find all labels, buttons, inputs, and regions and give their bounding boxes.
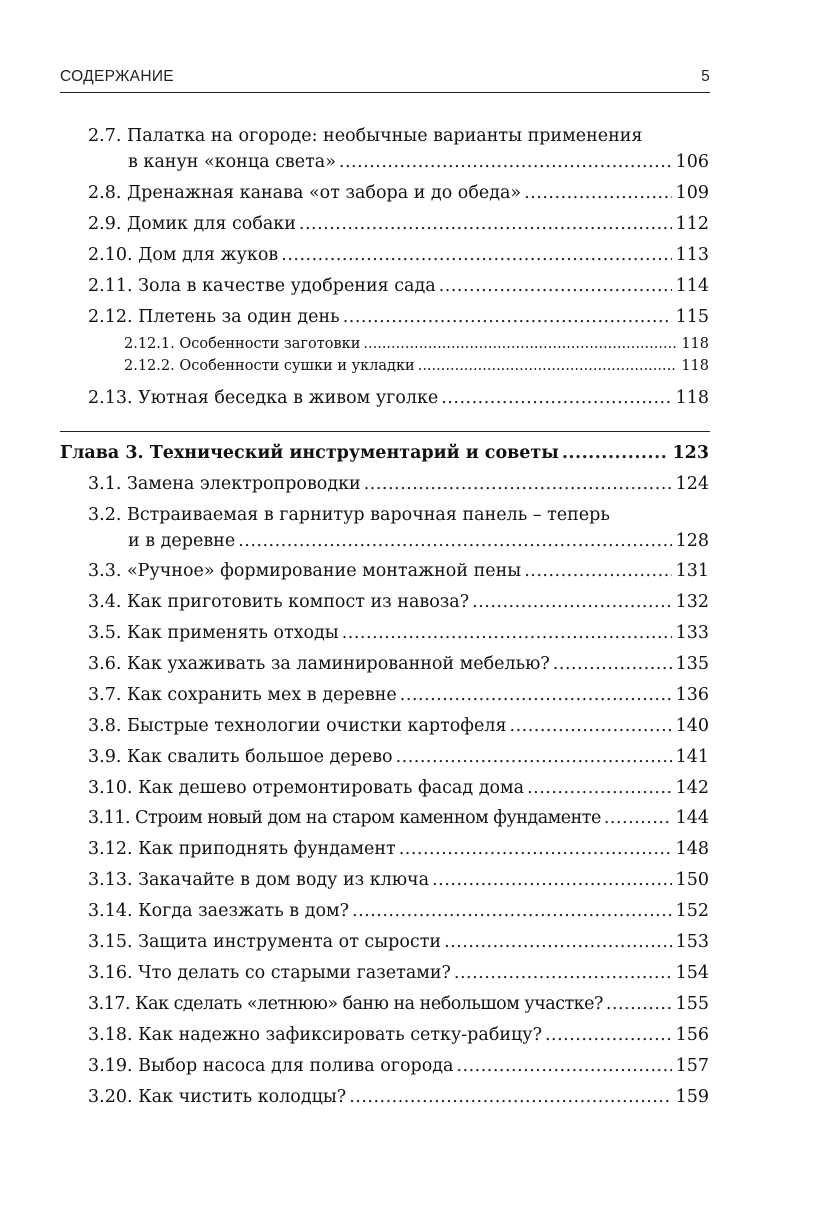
chapter-divider (60, 431, 710, 432)
toc-entry-page: 136 (675, 685, 709, 705)
toc-entry-3-10[interactable] (88, 775, 709, 801)
toc-entry-title: 3.13. Закачайте в дом воду из ключа (88, 870, 430, 890)
toc-entry-page: 152 (675, 901, 709, 921)
toc-entry-3-14[interactable] (88, 898, 709, 924)
leader-dots (399, 836, 672, 862)
toc-entry-page: 112 (675, 214, 709, 234)
toc-entry-page: 113 (675, 245, 709, 265)
toc-entry-3-7[interactable] (88, 682, 709, 708)
toc-entry-3-9[interactable] (88, 744, 709, 770)
toc-entry-3-19[interactable] (88, 1053, 709, 1079)
toc-entry-page: 159 (675, 1087, 709, 1107)
toc-chapter-title: Глава 3. Технический инструментарий и советы (60, 443, 559, 463)
header-divider (60, 92, 710, 93)
leader-dots (441, 385, 671, 411)
page-number: 5 (701, 68, 710, 85)
leader-dots (545, 1022, 672, 1048)
toc-entry-title: 2.13. Уютная беседка в живом уголке (88, 388, 439, 408)
toc-entry-3-11[interactable] (88, 805, 709, 831)
toc-entry-title: 3.14. Когда заезжать в дом? (88, 901, 350, 921)
toc-entry-title: в канун «конца света» (128, 152, 336, 172)
toc-entry-page: 156 (675, 1025, 709, 1045)
toc-entry-title: 3.5. Как применять отходы (88, 623, 339, 643)
toc-entry-title: 3.17. Как сделать «летнюю» баню на небольшом участке? (88, 994, 603, 1014)
toc-entry-page: 118 (681, 358, 709, 374)
toc-entry-3-18[interactable] (88, 1022, 709, 1048)
toc-entry-title-line1: 2.7. Палатка на огороде: необычные варианты применения (88, 126, 643, 146)
leader-dots (352, 898, 672, 924)
leader-dots (472, 589, 671, 615)
running-header-title: СОДЕРЖАНИЕ (60, 68, 174, 85)
toc-entry-3-6[interactable] (88, 651, 709, 677)
toc-entry-title: 3.12. Как приподнять фундамент (88, 839, 396, 859)
toc-entry-title: 3.11. Строим новый дом на старом каменном фундаменте (88, 808, 601, 828)
toc-entry-page: 124 (675, 474, 709, 494)
leader-dots (524, 180, 671, 206)
toc-entry-page: 109 (675, 183, 709, 203)
toc-entry-page: 131 (675, 561, 709, 581)
leader-dots (418, 356, 678, 376)
toc-entry-2-12[interactable] (88, 304, 709, 330)
leader-dots (363, 334, 677, 354)
leader-dots (396, 744, 672, 770)
leader-dots (604, 805, 672, 831)
leader-dots (364, 471, 672, 497)
toc-entry-3-4[interactable] (88, 589, 709, 615)
toc-entry-page: 155 (675, 994, 709, 1014)
toc-entry-title: 2.12.1. Особенности заготовки (124, 336, 361, 352)
leader-dots (299, 211, 672, 237)
toc-entry-3-3[interactable] (88, 558, 709, 584)
toc-entry-3-8[interactable] (88, 713, 709, 739)
toc-entry-title: и в деревне (128, 531, 236, 551)
toc-entry-page: 154 (675, 963, 709, 983)
toc-entry-page: 150 (675, 870, 709, 890)
toc-entry-page: 118 (675, 388, 709, 408)
toc-entry-2-9[interactable] (88, 211, 709, 237)
toc-entry-page: 157 (675, 1056, 709, 1076)
toc-entry-2-8[interactable] (88, 180, 709, 206)
toc-chapter-3[interactable] (60, 440, 709, 466)
leader-dots (238, 528, 671, 554)
toc-entry-page: 114 (675, 276, 709, 296)
toc-entry-3-5[interactable] (88, 620, 709, 646)
toc-entry-title: 3.6. Как ухаживать за ламинированной мебелью? (88, 654, 550, 674)
toc-entry-3-20[interactable] (88, 1084, 709, 1110)
running-header (60, 68, 710, 92)
toc-entry-title: 2.12. Плетень за один день (88, 307, 340, 327)
toc-entry-title: 2.11. Зола в качестве удобрения сада (88, 276, 436, 296)
leader-dots (432, 867, 672, 893)
toc-chapter-page: 123 (672, 443, 709, 463)
toc-entry-page: 118 (681, 336, 709, 352)
leader-dots (606, 991, 672, 1017)
leader-dots (439, 273, 672, 299)
toc-entry-3-13[interactable] (88, 867, 709, 893)
toc-entry-page: 115 (675, 307, 709, 327)
toc-entry-3-12[interactable] (88, 836, 709, 862)
toc-entry-page: 148 (675, 839, 709, 859)
toc-entry-title: 3.7. Как сохранить мех в деревне (88, 685, 397, 705)
toc-entry-3-16[interactable] (88, 960, 709, 986)
leader-dots (343, 304, 672, 330)
toc-entry-title: 3.16. Что делать со старыми газетами? (88, 963, 451, 983)
toc-entry-title: 2.12.2. Особенности сушки и укладки (124, 358, 415, 374)
toc-entry-title: 3.10. Как дешево отремонтировать фасад дома (88, 778, 525, 798)
toc-entry-page: 133 (675, 623, 709, 643)
leader-dots (524, 558, 671, 584)
toc-entry-page: 106 (675, 152, 709, 172)
toc-entry-title: 3.15. Защита инструмента от сырости (88, 932, 442, 952)
toc-entry-3-1[interactable] (88, 471, 709, 497)
toc-entry-3-15[interactable] (88, 929, 709, 955)
leader-dots (562, 440, 669, 466)
toc-entry-3-2[interactable] (88, 502, 709, 554)
leader-dots (456, 1053, 671, 1079)
leader-dots (527, 775, 672, 801)
toc-entry-2-11[interactable] (88, 273, 709, 299)
toc-entry-page: 132 (675, 592, 709, 612)
leader-dots (510, 713, 672, 739)
toc-entry-2-12-2[interactable] (124, 356, 709, 376)
leader-dots (400, 682, 672, 708)
leader-dots (342, 620, 672, 646)
toc-entry-title: 3.8. Быстрые технологии очистки картофеля (88, 716, 507, 736)
toc-entry-page: 140 (675, 716, 709, 736)
leader-dots (444, 929, 672, 955)
toc-entry-2-10[interactable] (88, 242, 709, 268)
toc-entry-2-7[interactable] (88, 123, 709, 175)
toc-entry-title: 2.9. Домик для собаки (88, 214, 296, 234)
toc-entry-title: 3.19. Выбор насоса для полива огорода (88, 1056, 454, 1076)
leader-dots (339, 149, 672, 175)
toc-entry-title: 3.20. Как чистить колодцы? (88, 1087, 347, 1107)
leader-dots (349, 1084, 671, 1110)
leader-dots (553, 651, 672, 677)
toc-entry-3-17[interactable] (88, 991, 709, 1017)
leader-dots (454, 960, 672, 986)
leader-dots (281, 242, 671, 268)
toc-entry-page: 153 (675, 932, 709, 952)
toc-entry-page: 128 (675, 531, 709, 551)
toc-entry-title: 3.4. Как приготовить компост из навоза? (88, 592, 470, 612)
toc-entry-2-13[interactable] (88, 385, 709, 411)
toc-entry-title: 3.9. Как свалить большое дерево (88, 747, 393, 767)
toc-entry-page: 141 (675, 747, 709, 767)
toc-entry-title: 3.18. Как надежно зафиксировать сетку-рабицу? (88, 1025, 542, 1045)
toc-entry-title-line1: 3.2. Встраиваемая в гарнитур варочная панель – теперь (88, 505, 610, 525)
toc-entry-page: 135 (675, 654, 709, 674)
toc-entry-page: 142 (675, 778, 709, 798)
toc-entry-2-12-1[interactable] (124, 334, 709, 354)
toc-entry-title: 3.3. «Ручное» формирование монтажной пены (88, 561, 522, 581)
toc-entry-title: 2.8. Дренажная канава «от забора и до обеда» (88, 183, 522, 203)
toc-entry-title: 3.1. Замена электропроводки (88, 474, 361, 494)
toc-entry-title: 2.10. Дом для жуков (88, 245, 279, 265)
toc-entry-page: 144 (675, 808, 709, 828)
